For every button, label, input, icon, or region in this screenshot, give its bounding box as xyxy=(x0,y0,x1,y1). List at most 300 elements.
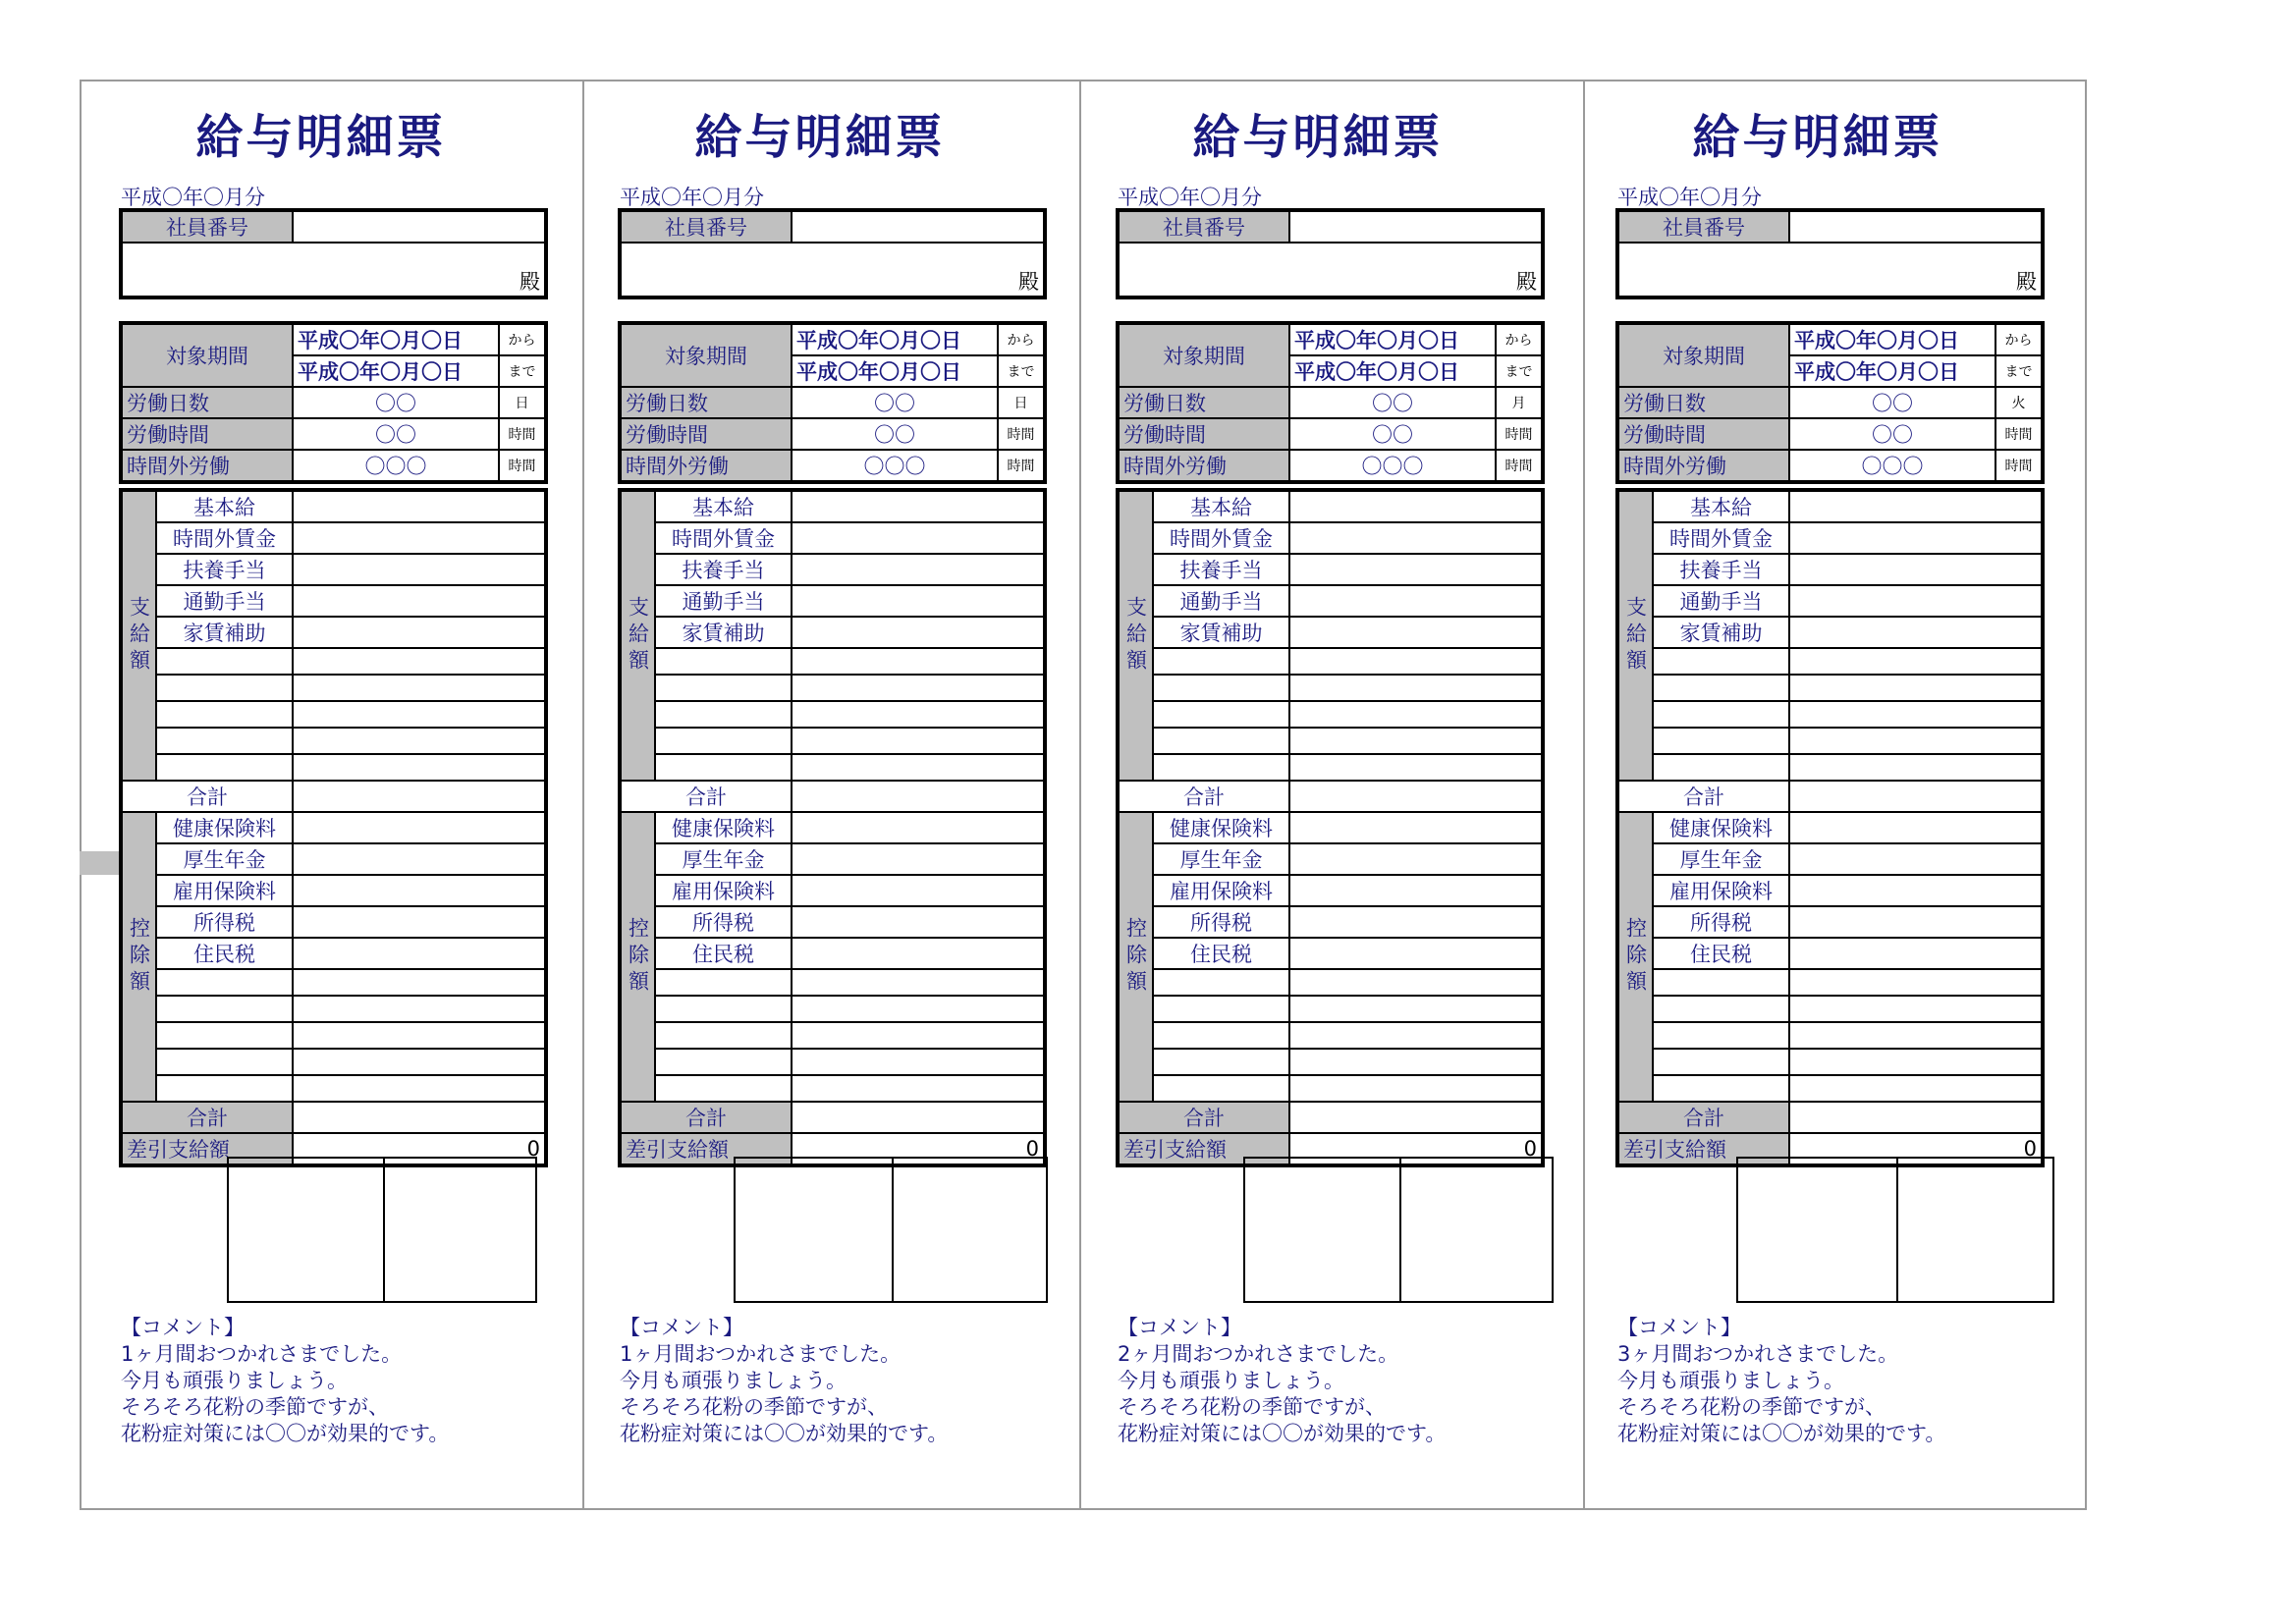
pay-total-amount[interactable] xyxy=(792,781,1045,812)
overtime-unit: 時間 xyxy=(998,450,1045,482)
pay-total-label: 合計 xyxy=(1617,781,1789,812)
pay-item-amount[interactable] xyxy=(293,617,546,648)
target-period-label: 対象期間 xyxy=(121,323,293,387)
deduction-item-amount[interactable] xyxy=(1289,1022,1543,1049)
pay-item-label xyxy=(1153,754,1289,781)
pay-item-label: 基本給 xyxy=(1153,490,1289,522)
pay-period: 平成〇年〇月分 xyxy=(1118,186,1262,209)
attendance-table xyxy=(618,321,1047,484)
slip-title: 給与明細票 xyxy=(1192,110,1444,165)
deduction-total-label: 合計 xyxy=(121,1102,293,1133)
pay-item-label: 時間外賃金 xyxy=(156,522,293,554)
overtime-value[interactable]: 〇〇〇 xyxy=(1289,450,1496,482)
work-hours-value[interactable]: 〇〇 xyxy=(1789,418,1995,450)
payslip xyxy=(80,80,563,1510)
deduction-item-amount[interactable] xyxy=(1289,875,1543,906)
deduction-item-label: 健康保険料 xyxy=(156,812,293,843)
pay-item-label xyxy=(1653,701,1789,728)
pay-item-amount[interactable] xyxy=(293,554,546,585)
period-from[interactable]: 平成〇年〇月〇日 xyxy=(293,323,499,355)
work-days-unit: 日 xyxy=(998,387,1045,418)
pay-section-label: 支給額 xyxy=(121,490,156,781)
pay-table xyxy=(618,488,1047,1167)
deduction-item-amount[interactable] xyxy=(293,812,546,843)
work-days-label: 労働日数 xyxy=(620,387,792,418)
pay-item-label: 家賃補助 xyxy=(1153,617,1289,648)
comment-block xyxy=(620,1315,948,1447)
pay-item-amount[interactable] xyxy=(792,648,1045,675)
deduction-item-label xyxy=(1153,1049,1289,1075)
to-label: まで xyxy=(1496,355,1543,387)
deduction-item-amount[interactable] xyxy=(1789,1022,2043,1049)
pay-table xyxy=(119,488,548,1167)
pay-item-amount[interactable] xyxy=(1789,617,2043,648)
overtime-label: 時間外労働 xyxy=(121,450,293,482)
payslip xyxy=(578,80,1062,1510)
comment-block xyxy=(1118,1315,1446,1447)
deduction-item-amount[interactable] xyxy=(1789,1049,2043,1075)
work-days-value[interactable]: 〇〇 xyxy=(293,387,499,418)
stamp-divider xyxy=(383,1159,385,1301)
pay-item-amount[interactable] xyxy=(1289,675,1543,701)
deduction-item-label xyxy=(156,996,293,1022)
deduction-item-amount[interactable] xyxy=(792,938,1045,969)
deduction-item-amount[interactable] xyxy=(792,996,1045,1022)
pay-item-label xyxy=(1653,648,1789,675)
pay-total-label: 合計 xyxy=(121,781,293,812)
net-pay-label: 差引支給額 xyxy=(121,1133,293,1165)
deduction-item-label: 健康保険料 xyxy=(1653,812,1789,843)
employee-no-label: 社員番号 xyxy=(121,210,293,243)
deduction-item-amount[interactable] xyxy=(792,1022,1045,1049)
pay-item-label: 扶養手当 xyxy=(156,554,293,585)
overtime-value[interactable]: 〇〇〇 xyxy=(1789,450,1995,482)
pay-item-label xyxy=(655,648,792,675)
pay-item-amount[interactable] xyxy=(1289,522,1543,554)
stamp-box[interactable] xyxy=(227,1157,537,1303)
comment-line: そろそろ花粉の季節ですが、 xyxy=(1118,1395,1386,1419)
pay-item-amount[interactable] xyxy=(1789,648,2043,675)
pay-item-amount[interactable] xyxy=(792,617,1045,648)
period-to[interactable]: 平成〇年〇月〇日 xyxy=(792,355,998,387)
employee-no-field[interactable] xyxy=(792,210,1045,243)
deduction-item-amount[interactable] xyxy=(1289,969,1543,996)
pay-item-amount[interactable] xyxy=(293,754,546,781)
net-pay-label: 差引支給額 xyxy=(1617,1133,1789,1165)
pay-item-amount[interactable] xyxy=(293,701,546,728)
deduction-item-amount[interactable] xyxy=(293,996,546,1022)
work-hours-unit: 時間 xyxy=(1496,418,1543,450)
deduction-item-label: 雇用保険料 xyxy=(655,875,792,906)
employee-table xyxy=(618,208,1047,299)
comment-heading: 【コメント】 xyxy=(1617,1316,1741,1339)
pay-item-amount[interactable] xyxy=(293,585,546,617)
deduction-item-label: 厚生年金 xyxy=(1153,843,1289,875)
deduction-item-amount[interactable] xyxy=(1789,843,2043,875)
pay-item-amount[interactable] xyxy=(1789,701,2043,728)
comment-line: 2ヶ月間おつかれさまでした。 xyxy=(1118,1342,1399,1366)
deduction-item-label: 所得税 xyxy=(1153,906,1289,938)
pay-item-amount[interactable] xyxy=(293,490,546,522)
employee-name-field[interactable] xyxy=(1617,243,2043,298)
work-hours-label: 労働時間 xyxy=(1118,418,1289,450)
deduction-item-label xyxy=(1153,1075,1289,1102)
deduction-item-amount[interactable] xyxy=(792,812,1045,843)
net-pay-amount[interactable]: 0 xyxy=(1289,1133,1543,1165)
comment-line: 今月も頑張りましょう。 xyxy=(1118,1369,1344,1392)
deduction-item-amount[interactable] xyxy=(1789,996,2043,1022)
from-label: から xyxy=(998,323,1045,355)
from-label: から xyxy=(1496,323,1543,355)
employee-table xyxy=(1116,208,1545,299)
pay-item-amount[interactable] xyxy=(1789,585,2043,617)
pay-item-amount[interactable] xyxy=(1289,554,1543,585)
overtime-value[interactable]: 〇〇〇 xyxy=(792,450,998,482)
honorific: 殿 xyxy=(1516,270,1537,294)
pay-period: 平成〇年〇月分 xyxy=(1617,186,1762,209)
overtime-label: 時間外労働 xyxy=(620,450,792,482)
deduction-item-amount[interactable] xyxy=(1289,1049,1543,1075)
deduction-item-label xyxy=(655,1022,792,1049)
to-label: まで xyxy=(499,355,546,387)
deduction-item-label xyxy=(1653,996,1789,1022)
deduction-item-label xyxy=(1653,969,1789,996)
stamp-divider xyxy=(1896,1159,1898,1301)
work-hours-unit: 時間 xyxy=(499,418,546,450)
pay-item-label xyxy=(156,728,293,754)
deduction-item-amount[interactable] xyxy=(293,906,546,938)
comment-line: そろそろ花粉の季節ですが、 xyxy=(121,1395,389,1419)
pay-item-amount[interactable] xyxy=(792,728,1045,754)
pay-period: 平成〇年〇月分 xyxy=(620,186,764,209)
honorific: 殿 xyxy=(2016,270,2037,294)
deduction-total-amount[interactable] xyxy=(1289,1102,1543,1133)
from-label: から xyxy=(499,323,546,355)
deduction-item-amount[interactable] xyxy=(1289,996,1543,1022)
pay-item-amount[interactable] xyxy=(792,585,1045,617)
pay-item-label: 時間外賃金 xyxy=(1153,522,1289,554)
pay-section-label: 支給額 xyxy=(1617,490,1653,781)
stamp-divider xyxy=(1399,1159,1401,1301)
deduction-item-label: 住民税 xyxy=(655,938,792,969)
stamp-box[interactable] xyxy=(734,1157,1048,1303)
pay-item-label: 時間外賃金 xyxy=(655,522,792,554)
deduction-item-label xyxy=(1153,996,1289,1022)
pay-table xyxy=(1615,488,2045,1167)
comment-line: 花粉症対策には〇〇が効果的です。 xyxy=(620,1422,949,1445)
pay-item-label: 通勤手当 xyxy=(655,585,792,617)
comment-line: 花粉症対策には〇〇が効果的です。 xyxy=(1617,1422,1946,1445)
overtime-unit: 時間 xyxy=(1995,450,2043,482)
deduction-item-amount[interactable] xyxy=(1789,938,2043,969)
pay-item-amount[interactable] xyxy=(1289,754,1543,781)
deduction-item-amount[interactable] xyxy=(293,1022,546,1049)
pay-total-amount[interactable] xyxy=(293,781,546,812)
deduction-item-label: 厚生年金 xyxy=(655,843,792,875)
pay-total-amount[interactable] xyxy=(1789,781,2043,812)
deduction-item-amount[interactable] xyxy=(792,875,1045,906)
pay-item-label xyxy=(156,701,293,728)
pay-item-label: 家賃補助 xyxy=(1653,617,1789,648)
overtime-label: 時間外労働 xyxy=(1118,450,1289,482)
work-hours-label: 労働時間 xyxy=(121,418,293,450)
deduction-item-label xyxy=(1653,1075,1789,1102)
pay-item-amount[interactable] xyxy=(1789,728,2043,754)
pay-item-label xyxy=(1153,728,1289,754)
net-pay-amount[interactable]: 0 xyxy=(792,1133,1045,1165)
employee-name-field[interactable] xyxy=(121,243,546,298)
comment-line: 今月も頑張りましょう。 xyxy=(1617,1369,1844,1392)
deduction-item-amount[interactable] xyxy=(293,938,546,969)
work-hours-unit: 時間 xyxy=(1995,418,2043,450)
deduction-item-amount[interactable] xyxy=(293,1075,546,1102)
pay-total-label: 合計 xyxy=(1118,781,1289,812)
deduction-item-label: 健康保険料 xyxy=(1153,812,1289,843)
work-days-label: 労働日数 xyxy=(121,387,293,418)
period-from[interactable]: 平成〇年〇月〇日 xyxy=(792,323,998,355)
employee-no-field[interactable] xyxy=(1789,210,2043,243)
deduction-item-amount[interactable] xyxy=(1289,843,1543,875)
deduction-item-label: 住民税 xyxy=(156,938,293,969)
employee-no-field[interactable] xyxy=(1289,210,1543,243)
deduction-item-label: 厚生年金 xyxy=(156,843,293,875)
deduction-item-amount[interactable] xyxy=(1789,906,2043,938)
attendance-table xyxy=(119,321,548,484)
deduction-item-amount[interactable] xyxy=(1289,906,1543,938)
deduction-total-label: 合計 xyxy=(1617,1102,1789,1133)
deduction-item-label: 住民税 xyxy=(1153,938,1289,969)
pay-item-amount[interactable] xyxy=(792,754,1045,781)
deduction-section-label: 控除額 xyxy=(121,812,156,1102)
deduction-section-label: 控除額 xyxy=(620,812,655,1102)
deduction-item-amount[interactable] xyxy=(1289,1075,1543,1102)
overtime-value[interactable]: 〇〇〇 xyxy=(293,450,499,482)
pay-total-amount[interactable] xyxy=(1289,781,1543,812)
pay-item-amount[interactable] xyxy=(1789,675,2043,701)
deduction-item-label: 住民税 xyxy=(1653,938,1789,969)
deduction-item-label: 厚生年金 xyxy=(1653,843,1789,875)
slip-title: 給与明細票 xyxy=(1692,110,1943,165)
net-pay-amount[interactable]: 0 xyxy=(1789,1133,2043,1165)
pay-item-label: 扶養手当 xyxy=(655,554,792,585)
pay-item-amount[interactable] xyxy=(1289,728,1543,754)
pay-item-amount[interactable] xyxy=(1289,648,1543,675)
from-label: から xyxy=(1995,323,2043,355)
comment-line: 今月も頑張りましょう。 xyxy=(121,1369,348,1392)
overtime-unit: 時間 xyxy=(1496,450,1543,482)
pay-section-label: 支給額 xyxy=(620,490,655,781)
pay-item-label: 家賃補助 xyxy=(156,617,293,648)
deduction-item-amount[interactable] xyxy=(293,969,546,996)
pay-table xyxy=(1116,488,1545,1167)
deduction-item-label xyxy=(156,1022,293,1049)
pay-item-label: 通勤手当 xyxy=(156,585,293,617)
pay-item-label xyxy=(655,701,792,728)
comment-line: そろそろ花粉の季節ですが、 xyxy=(1617,1395,1886,1419)
net-pay-label: 差引支給額 xyxy=(620,1133,792,1165)
overtime-label: 時間外労働 xyxy=(1617,450,1789,482)
period-to[interactable]: 平成〇年〇月〇日 xyxy=(293,355,499,387)
target-period-label: 対象期間 xyxy=(1617,323,1789,387)
pay-item-amount[interactable] xyxy=(792,675,1045,701)
deduction-item-amount[interactable] xyxy=(1789,875,2043,906)
deduction-item-label xyxy=(156,969,293,996)
pay-item-amount[interactable] xyxy=(1789,490,2043,522)
work-days-label: 労働日数 xyxy=(1617,387,1789,418)
pay-item-label xyxy=(156,754,293,781)
work-hours-value[interactable]: 〇〇 xyxy=(792,418,998,450)
pay-item-label: 基本給 xyxy=(655,490,792,522)
pay-item-amount[interactable] xyxy=(293,648,546,675)
pay-item-amount[interactable] xyxy=(1289,701,1543,728)
pay-item-amount[interactable] xyxy=(1289,585,1543,617)
deduction-section-label: 控除額 xyxy=(1617,812,1653,1102)
work-days-label: 労働日数 xyxy=(1118,387,1289,418)
work-days-unit: 火 xyxy=(1995,387,2043,418)
pay-item-amount[interactable] xyxy=(1289,490,1543,522)
target-period-label: 対象期間 xyxy=(620,323,792,387)
deduction-item-label: 所得税 xyxy=(655,906,792,938)
comment-line: 1ヶ月間おつかれさまでした。 xyxy=(620,1342,902,1366)
work-days-unit: 日 xyxy=(499,387,546,418)
pay-item-amount[interactable] xyxy=(293,522,546,554)
comment-heading: 【コメント】 xyxy=(1118,1316,1241,1339)
work-hours-value[interactable]: 〇〇 xyxy=(293,418,499,450)
employee-no-label: 社員番号 xyxy=(1118,210,1289,243)
deduction-item-amount[interactable] xyxy=(1789,969,2043,996)
pay-item-amount[interactable] xyxy=(293,728,546,754)
stamp-box[interactable] xyxy=(1736,1157,2054,1303)
honorific: 殿 xyxy=(1018,270,1039,294)
deduction-item-amount[interactable] xyxy=(293,875,546,906)
deduction-item-label xyxy=(655,969,792,996)
deduction-section-label: 控除額 xyxy=(1118,812,1153,1102)
pay-item-label: 通勤手当 xyxy=(1653,585,1789,617)
pay-item-amount[interactable] xyxy=(1789,522,2043,554)
slip-title: 給与明細票 xyxy=(694,110,946,165)
work-days-value[interactable]: 〇〇 xyxy=(1789,387,1995,418)
period-to[interactable]: 平成〇年〇月〇日 xyxy=(1289,355,1496,387)
work-days-value[interactable]: 〇〇 xyxy=(1289,387,1496,418)
pay-item-amount[interactable] xyxy=(792,701,1045,728)
deduction-item-label xyxy=(1653,1049,1789,1075)
deduction-item-amount[interactable] xyxy=(792,906,1045,938)
deduction-item-label xyxy=(156,1075,293,1102)
deduction-item-amount[interactable] xyxy=(293,843,546,875)
period-from[interactable]: 平成〇年〇月〇日 xyxy=(1289,323,1496,355)
deduction-item-label: 所得税 xyxy=(156,906,293,938)
deduction-item-amount[interactable] xyxy=(792,843,1045,875)
employee-no-label: 社員番号 xyxy=(620,210,792,243)
period-to[interactable]: 平成〇年〇月〇日 xyxy=(1789,355,1995,387)
net-pay-label: 差引支給額 xyxy=(1118,1133,1289,1165)
to-label: まで xyxy=(998,355,1045,387)
deduction-item-amount[interactable] xyxy=(1789,1075,2043,1102)
deduction-item-label: 雇用保険料 xyxy=(156,875,293,906)
honorific: 殿 xyxy=(519,270,540,294)
pay-item-amount[interactable] xyxy=(293,675,546,701)
work-hours-value[interactable]: 〇〇 xyxy=(1289,418,1496,450)
deduction-item-label xyxy=(655,996,792,1022)
pay-period: 平成〇年〇月分 xyxy=(121,186,265,209)
pay-item-label: 時間外賃金 xyxy=(1653,522,1789,554)
comment-line: そろそろ花粉の季節ですが、 xyxy=(620,1395,888,1419)
pay-item-label: 家賃補助 xyxy=(655,617,792,648)
target-period-label: 対象期間 xyxy=(1118,323,1289,387)
employee-no-field[interactable] xyxy=(293,210,546,243)
pay-item-label xyxy=(1653,754,1789,781)
comment-line: 今月も頑張りましょう。 xyxy=(620,1369,847,1392)
deduction-item-amount[interactable] xyxy=(293,1049,546,1075)
comment-block xyxy=(1617,1315,1945,1447)
comment-line: 3ヶ月間おつかれさまでした。 xyxy=(1617,1342,1899,1366)
pay-item-amount[interactable] xyxy=(1789,754,2043,781)
pay-item-label xyxy=(156,648,293,675)
attendance-table xyxy=(1116,321,1545,484)
attendance-table xyxy=(1615,321,2045,484)
pay-item-label xyxy=(1153,675,1289,701)
payslip xyxy=(1576,80,2059,1510)
deduction-item-amount[interactable] xyxy=(792,1049,1045,1075)
deduction-item-amount[interactable] xyxy=(792,969,1045,996)
slip-title: 給与明細票 xyxy=(195,110,447,165)
work-hours-label: 労働時間 xyxy=(620,418,792,450)
deduction-item-label: 健康保険料 xyxy=(655,812,792,843)
deduction-item-label: 雇用保険料 xyxy=(1153,875,1289,906)
deduction-item-amount[interactable] xyxy=(1789,812,2043,843)
deduction-item-label xyxy=(655,1075,792,1102)
deduction-item-label xyxy=(655,1049,792,1075)
pay-item-amount[interactable] xyxy=(792,522,1045,554)
employee-name-field[interactable] xyxy=(620,243,1045,298)
pay-total-label: 合計 xyxy=(620,781,792,812)
comment-heading: 【コメント】 xyxy=(121,1316,245,1339)
net-pay-amount[interactable]: 0 xyxy=(293,1133,546,1165)
pay-item-label: 通勤手当 xyxy=(1153,585,1289,617)
pay-item-amount[interactable] xyxy=(792,554,1045,585)
pay-item-label xyxy=(655,754,792,781)
deduction-total-amount[interactable] xyxy=(293,1102,546,1133)
pay-item-label xyxy=(156,675,293,701)
period-from[interactable]: 平成〇年〇月〇日 xyxy=(1789,323,1995,355)
deduction-item-amount[interactable] xyxy=(1289,812,1543,843)
work-hours-label: 労働時間 xyxy=(1617,418,1789,450)
overtime-unit: 時間 xyxy=(499,450,546,482)
pay-item-label xyxy=(655,675,792,701)
deduction-item-amount[interactable] xyxy=(1289,938,1543,969)
comment-heading: 【コメント】 xyxy=(620,1316,743,1339)
deduction-item-label xyxy=(1653,1022,1789,1049)
deduction-item-label xyxy=(1153,1022,1289,1049)
stamp-box[interactable] xyxy=(1243,1157,1554,1303)
work-hours-unit: 時間 xyxy=(998,418,1045,450)
comment-block xyxy=(121,1315,449,1447)
pay-item-label xyxy=(1653,728,1789,754)
deduction-item-label xyxy=(1153,969,1289,996)
pay-item-amount[interactable] xyxy=(1289,617,1543,648)
deduction-total-amount[interactable] xyxy=(792,1102,1045,1133)
employee-name-field[interactable] xyxy=(1118,243,1543,298)
pay-item-amount[interactable] xyxy=(1789,554,2043,585)
deduction-total-amount[interactable] xyxy=(1789,1102,2043,1133)
pay-item-amount[interactable] xyxy=(792,490,1045,522)
deduction-item-amount[interactable] xyxy=(792,1075,1045,1102)
stamp-divider xyxy=(892,1159,894,1301)
pay-item-label xyxy=(655,728,792,754)
pay-item-label: 基本給 xyxy=(156,490,293,522)
work-days-value[interactable]: 〇〇 xyxy=(792,387,998,418)
deduction-item-label xyxy=(156,1049,293,1075)
